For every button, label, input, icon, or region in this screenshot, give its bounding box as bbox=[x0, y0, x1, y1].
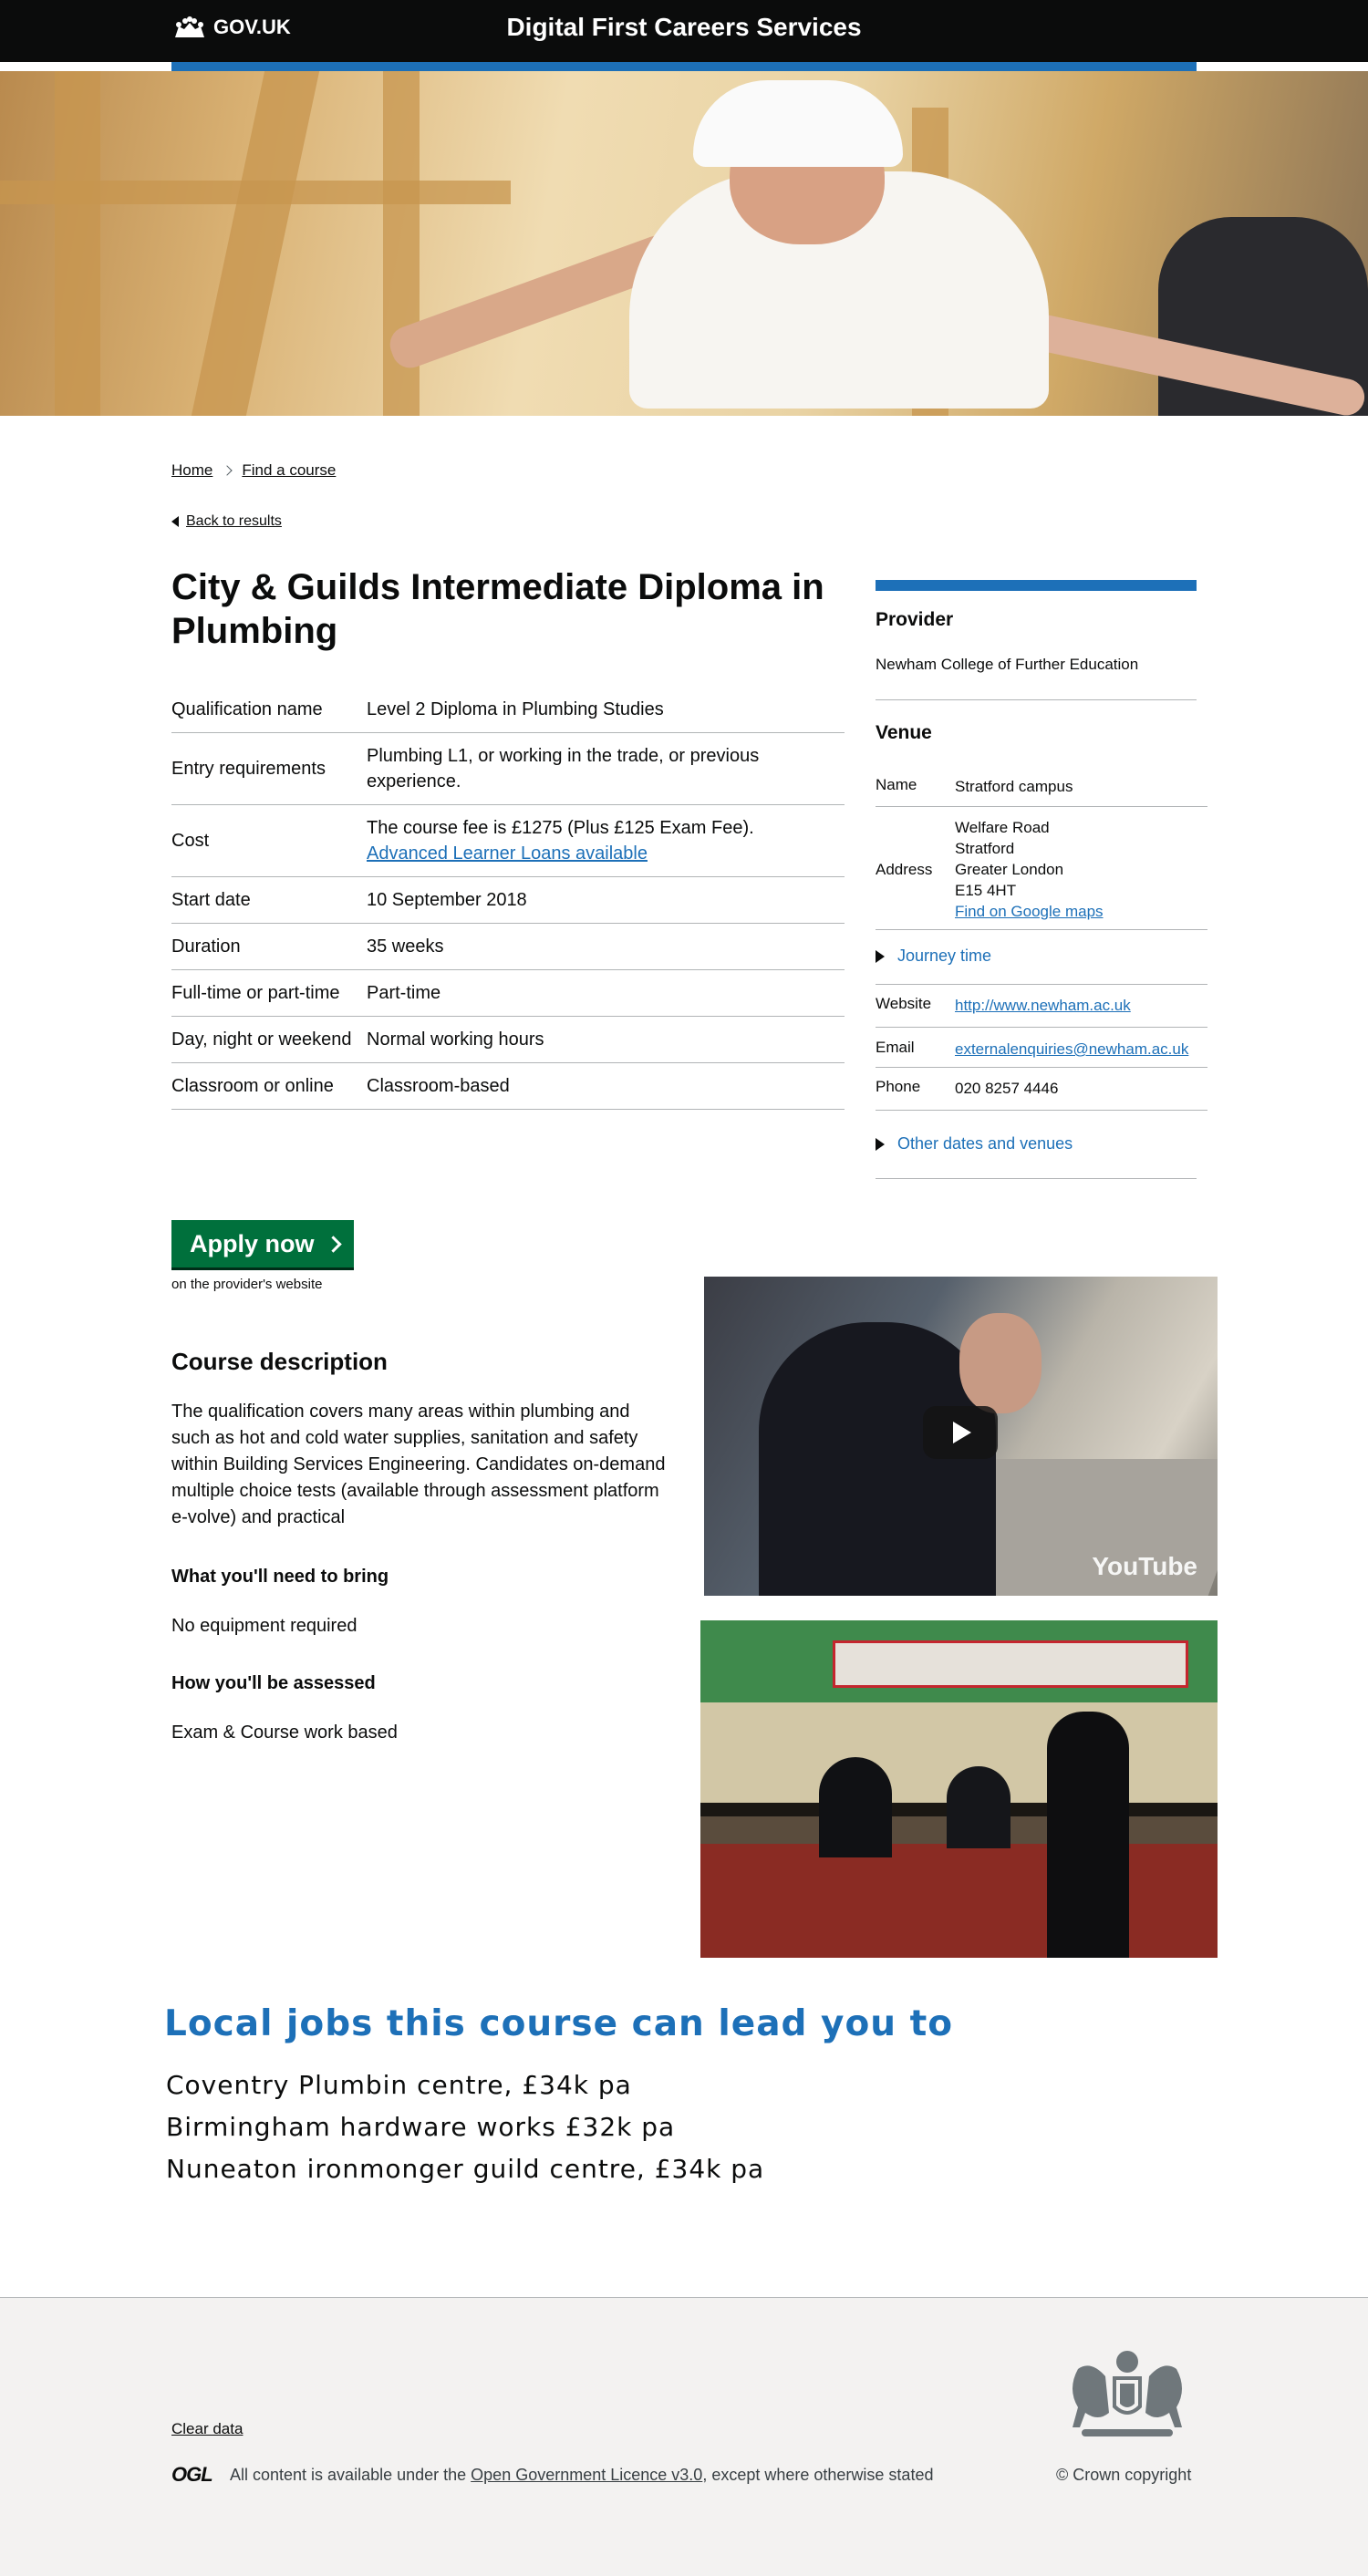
journey-time-toggle[interactable] bbox=[876, 947, 991, 966]
table-row bbox=[171, 1017, 845, 1063]
course-description-heading: Course description bbox=[171, 1348, 388, 1375]
open-government-licence-link[interactable]: Open Government Licence v3.0 bbox=[471, 2466, 703, 2484]
table-row bbox=[171, 877, 845, 924]
detail-key: Entry requirements bbox=[171, 759, 326, 779]
job-item: Nuneaton ironmonger guild centre, £34k pa bbox=[166, 2154, 765, 2184]
job-item: Coventry Plumbin centre, £34k pa bbox=[166, 2070, 632, 2100]
venue-name-key: Name bbox=[876, 776, 917, 793]
apply-now-label: Apply now bbox=[190, 1229, 315, 1257]
address-line: E15 4HT bbox=[955, 882, 1017, 899]
breadcrumb bbox=[171, 461, 336, 480]
other-dates-label: Other dates and venues bbox=[897, 1134, 1073, 1153]
what-to-bring-heading: What you'll need to bring bbox=[171, 1567, 389, 1587]
licence-suffix: , except where otherwise stated bbox=[702, 2466, 934, 2484]
detail-key: Duration bbox=[171, 936, 241, 957]
back-arrow-icon bbox=[171, 516, 179, 527]
ogl-logo: OGL bbox=[171, 2463, 212, 2486]
detail-key: Classroom or online bbox=[171, 1076, 334, 1096]
other-dates-toggle[interactable] bbox=[876, 1134, 1073, 1154]
clear-data-link[interactable]: Clear data bbox=[171, 2420, 244, 2437]
course-video[interactable] bbox=[704, 1277, 1218, 1596]
detail-value: Part-time bbox=[367, 983, 441, 1003]
sidebar-blue-bar bbox=[876, 580, 1197, 591]
workshop-photo bbox=[700, 1620, 1218, 1958]
play-icon[interactable] bbox=[923, 1406, 998, 1459]
job-item: Birmingham hardware works £32k pa bbox=[166, 2112, 676, 2142]
apply-note: on the provider's website bbox=[171, 1277, 323, 1292]
apply-now-button[interactable] bbox=[171, 1220, 354, 1267]
header-blue-stripe bbox=[171, 62, 1197, 71]
website-link[interactable]: http://www.newham.ac.uk bbox=[955, 997, 1131, 1014]
detail-key: Qualification name bbox=[171, 699, 323, 719]
what-to-bring-text: No equipment required bbox=[171, 1616, 358, 1636]
provider-heading: Provider bbox=[876, 609, 954, 630]
detail-key: Full-time or part-time bbox=[171, 983, 340, 1003]
course-details-table bbox=[171, 687, 845, 1110]
venue-heading: Venue bbox=[876, 722, 932, 743]
back-link-label: Back to results bbox=[186, 513, 282, 529]
venue-address-row bbox=[876, 817, 1207, 930]
detail-value: 35 weeks bbox=[367, 936, 444, 957]
back-to-results-link[interactable] bbox=[171, 513, 282, 530]
email-key: Email bbox=[876, 1039, 915, 1056]
address-line: Welfare Road bbox=[955, 819, 1050, 836]
detail-value: Level 2 Diploma in Plumbing Studies bbox=[367, 699, 664, 719]
triangle-right-icon bbox=[876, 1138, 885, 1151]
breadcrumb-find-a-course[interactable]: Find a course bbox=[242, 461, 337, 479]
detail-value: Classroom-based bbox=[367, 1076, 510, 1096]
venue-address-value bbox=[955, 817, 1207, 922]
detail-key: Cost bbox=[171, 831, 210, 851]
table-row bbox=[171, 687, 845, 733]
how-assessed-heading: How you'll be assessed bbox=[171, 1673, 376, 1693]
address-line: Stratford bbox=[955, 840, 1015, 857]
hero-image bbox=[0, 71, 1368, 416]
table-row bbox=[171, 805, 845, 877]
website-key: Website bbox=[876, 995, 932, 1012]
detail-key: Day, night or weekend bbox=[171, 1029, 352, 1050]
email-link[interactable]: externalenquiries@newham.ac.uk bbox=[955, 1040, 1189, 1058]
course-description-text: The qualification covers many areas within plumbing and such as hot and cold water supplies, sanitation and safety within Building Services Engineering. Candidates on-demand multiple choice tests (available through assessment platform e-volve) and practical bbox=[171, 1402, 666, 1527]
divider bbox=[876, 699, 1197, 700]
detail-value: Normal working hours bbox=[367, 1029, 544, 1050]
cost-text: The course fee is £1275 (Plus £125 Exam Fee). bbox=[367, 818, 754, 838]
site-footer bbox=[0, 2297, 1368, 2576]
email-row bbox=[876, 1039, 1207, 1068]
crown-copyright[interactable]: © Crown copyright bbox=[1056, 2466, 1192, 2484]
venue-name-value: Stratford campus bbox=[955, 778, 1073, 795]
detail-value: Plumbing L1, or working in the trade, or previous experience. bbox=[367, 746, 760, 791]
phone-key: Phone bbox=[876, 1078, 921, 1095]
royal-coat-of-arms-icon bbox=[1060, 2342, 1195, 2451]
website-row bbox=[876, 995, 1207, 1028]
page-title: City & Guilds Intermediate Diploma in Plumbing bbox=[171, 567, 824, 651]
table-row bbox=[171, 733, 845, 805]
triangle-right-icon bbox=[876, 950, 885, 963]
youtube-logo: YouTube bbox=[1092, 1552, 1197, 1580]
venue-name-row bbox=[876, 776, 1207, 807]
google-maps-link[interactable]: Find on Google maps bbox=[955, 903, 1104, 920]
advanced-learner-loans-link[interactable]: Advanced Learner Loans available bbox=[367, 843, 648, 864]
licence-text bbox=[230, 2466, 933, 2485]
phone-row bbox=[876, 1078, 1207, 1111]
chevron-right-icon bbox=[325, 1236, 341, 1252]
detail-key: Start date bbox=[171, 890, 251, 910]
table-row bbox=[171, 970, 845, 1017]
divider bbox=[876, 984, 1207, 985]
venue-address-key: Address bbox=[876, 860, 933, 878]
detail-value bbox=[367, 815, 845, 866]
divider bbox=[876, 1178, 1197, 1179]
chevron-right-icon bbox=[223, 465, 233, 475]
breadcrumb-home[interactable]: Home bbox=[171, 461, 213, 479]
local-jobs-heading: Local jobs this course can lead you to bbox=[164, 2003, 954, 2044]
how-assessed-text: Exam & Course work based bbox=[171, 1723, 398, 1743]
address-line: Greater London bbox=[955, 861, 1064, 878]
site-header bbox=[0, 0, 1368, 62]
service-name[interactable]: Digital First Careers Services bbox=[506, 13, 862, 41]
provider-sidebar bbox=[876, 580, 1197, 1153]
licence-prefix: All content is available under the bbox=[230, 2466, 472, 2484]
phone-value: 020 8257 4446 bbox=[955, 1080, 1059, 1097]
detail-value: 10 September 2018 bbox=[367, 890, 527, 910]
logo-text: GOV.UK bbox=[213, 16, 291, 38]
table-row bbox=[171, 1063, 845, 1110]
table-row bbox=[171, 924, 845, 970]
provider-name: Newham College of Further Education bbox=[876, 656, 1139, 673]
journey-time-label: Journey time bbox=[897, 947, 992, 965]
